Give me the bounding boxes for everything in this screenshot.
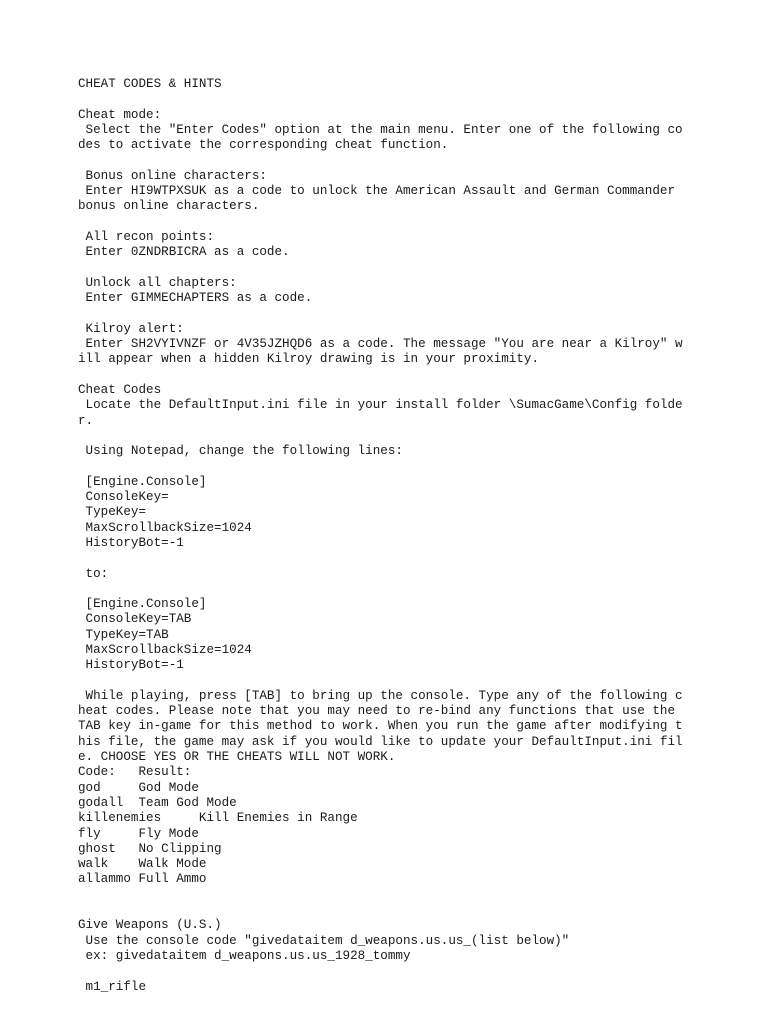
- text-line: MaxScrollbackSize=1024: [78, 520, 252, 535]
- text-line: [78, 306, 698, 321]
- text-line: Enter 0ZNDRBICRA as a code.: [78, 245, 290, 260]
- text-line: m1_rifle: [78, 979, 147, 994]
- text-line: [78, 153, 698, 168]
- text-line: TypeKey=TAB: [78, 627, 169, 642]
- text-line: Locate the DefaultInput.ini file in your install folder \SumacGame\Config folde: [78, 398, 683, 413]
- text-line: [78, 215, 698, 230]
- text-line: Cheat Codes: [78, 382, 162, 397]
- text-line: allammo Full Ammo: [78, 872, 207, 887]
- text-line: [78, 674, 698, 689]
- text-line: [78, 888, 698, 903]
- text-line: ill appear when a hidden Kilroy drawing is in your proximity.: [78, 352, 540, 367]
- text-line: All recon points:: [78, 229, 215, 244]
- text-line: Enter HI9WTPXSUK as a code to unlock the American Assault and German Commander: [78, 184, 676, 199]
- text-line: [Engine.Console]: [78, 474, 207, 489]
- text-line: des to activate the corresponding cheat function.: [78, 138, 449, 153]
- text-line: Using Notepad, change the following lines:: [78, 444, 403, 459]
- text-line: Enter SH2VYIVNZF or 4V35JZHQD6 as a code. The message "You are near a Kilroy" w: [78, 337, 683, 352]
- text-line: While playing, press [TAB] to bring up the console. Type any of the following c: [78, 688, 683, 703]
- text-line: TAB key in-game for this method to work. When you run the game after modifying t: [78, 719, 683, 734]
- text-line: [78, 429, 698, 444]
- text-line: r.: [78, 413, 94, 428]
- text-line: [78, 903, 698, 918]
- text-line: [78, 261, 698, 276]
- text-line: heat codes. Please note that you may need to re-bind any functions that use the: [78, 704, 676, 719]
- text-line: [78, 459, 698, 474]
- text-line: [Engine.Console]: [78, 597, 207, 612]
- text-line: Enter GIMMECHAPTERS as a code.: [78, 291, 313, 306]
- text-line: [78, 368, 698, 383]
- text-line: ghost No Clipping: [78, 841, 222, 856]
- text-line: fly Fly Mode: [78, 826, 199, 841]
- text-line: Cheat mode:: [78, 107, 162, 122]
- text-line: godall Team God Mode: [78, 795, 237, 810]
- text-line: Kilroy alert:: [78, 321, 184, 336]
- text-line: CHEAT CODES & HINTS: [78, 77, 222, 91]
- text-line: [78, 582, 698, 597]
- text-line: god God Mode: [78, 780, 199, 795]
- text-line: HistoryBot=-1: [78, 535, 184, 550]
- text-line: killenemies Kill Enemies in Range: [78, 811, 358, 826]
- text-line: to:: [78, 566, 109, 581]
- document-text: [78, 77, 698, 995]
- text-line: MaxScrollbackSize=1024: [78, 642, 252, 657]
- text-line: walk Walk Mode: [78, 857, 207, 872]
- text-line: his file, the game may ask if you would like to update your DefaultInput.ini fil: [78, 734, 683, 749]
- text-line: Code: Result:: [78, 765, 192, 780]
- text-line: [78, 964, 698, 979]
- text-line: bonus online characters.: [78, 199, 260, 214]
- text-line: Give Weapons (U.S.): [78, 918, 222, 933]
- text-line: [78, 92, 698, 107]
- text-line: ConsoleKey=TAB: [78, 612, 192, 627]
- text-line: e. CHOOSE YES OR THE CHEATS WILL NOT WORK.: [78, 750, 396, 765]
- text-line: ConsoleKey=: [78, 490, 169, 505]
- text-line: Bonus online characters:: [78, 168, 267, 183]
- text-line: Select the "Enter Codes" option at the main menu. Enter one of the following co: [78, 122, 683, 137]
- text-line: TypeKey=: [78, 505, 147, 520]
- text-line: ex: givedataitem d_weapons.us.us_1928_tommy: [78, 948, 411, 963]
- text-line: HistoryBot=-1: [78, 658, 184, 673]
- text-line: [78, 551, 698, 566]
- text-line: Unlock all chapters:: [78, 275, 237, 290]
- text-line: Use the console code "givedataitem d_weapons.us.us_(list below)": [78, 933, 570, 948]
